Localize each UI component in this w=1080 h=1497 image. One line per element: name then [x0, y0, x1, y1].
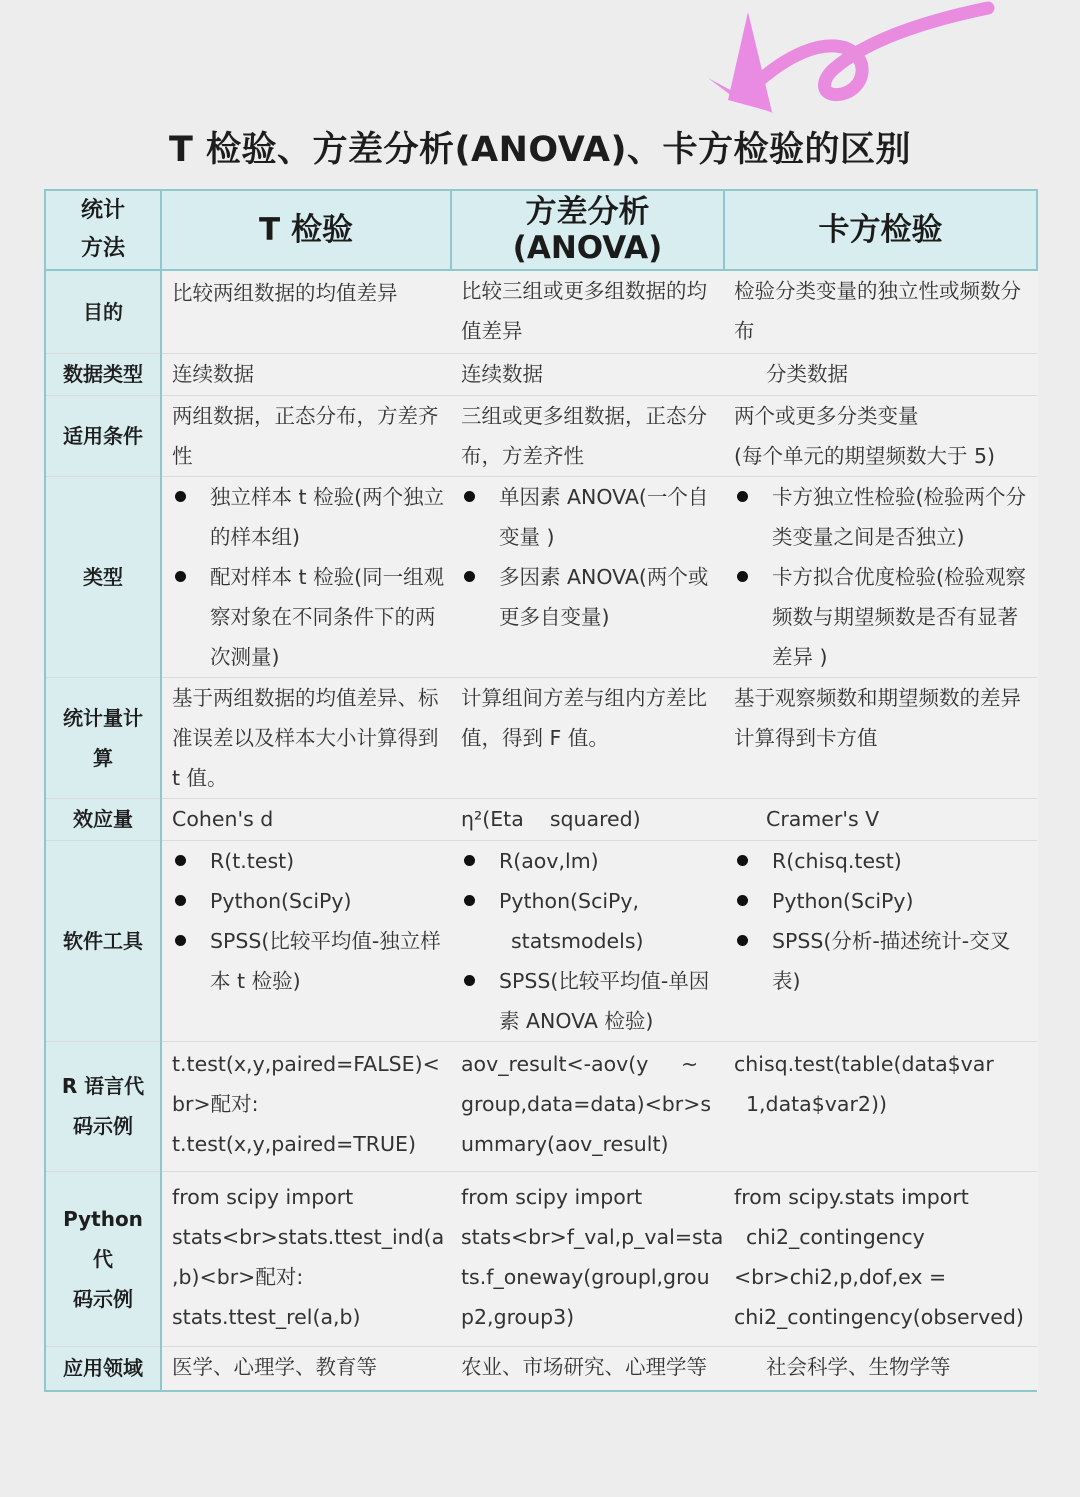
cell-software-anova: [451, 840, 724, 1041]
cell-python-code-t: from scipy import stats<br>stats.ttest_ind(a ,b)<br>配对: stats.ttest_rel(a,b): [161, 1171, 451, 1346]
row-effect: [45, 798, 1037, 840]
cell-statistic-anova: 计算组间方差与组内方差比值，得到 F 值。: [451, 677, 724, 798]
row-r-code: [45, 1041, 1037, 1171]
page-title: T 检验、方差分析(ANOVA)、卡方检验的区别: [168, 130, 912, 170]
cell-python-code-chi: from scipy.stats import chi2_contingency <br>chi2,p,dof,ex = chi2_contingency(observed): [724, 1171, 1037, 1346]
cell-r-code-anova: aov_result<-aov(y ~ group,data=data)<br>s ummary(aov_result): [451, 1041, 724, 1171]
list-item: 卡方拟合优度检验(检验观察频数与期望频数是否有显著差异 ): [734, 557, 1037, 677]
cell-conditions-t: 两组数据，正态分布，方差齐性: [161, 395, 451, 476]
list-item: 卡方独立性检验(检验两个分类变量之间是否独立): [734, 477, 1037, 557]
cell-conditions-chi: 两个或更多分类变量 (每个单元的期望频数大于 5): [724, 395, 1037, 476]
types-t-list: [172, 477, 451, 677]
row-label-datatype: 数据类型: [45, 353, 161, 395]
cell-software-t: [161, 840, 451, 1041]
row-purpose: [45, 270, 1037, 353]
cell-datatype-anova: 连续数据: [451, 353, 724, 395]
cell-purpose-anova: 比较三组或更多组数据的均值差异: [451, 270, 724, 353]
row-label-software: 软件工具: [45, 840, 161, 1041]
pink-arrow-decoration: [670, 0, 1000, 130]
header-chi-square: 卡方检验: [724, 190, 1037, 270]
row-label-purpose: 目的: [45, 270, 161, 353]
list-item: SPSS(比较平均值-单因素 ANOVA 检验): [461, 961, 724, 1041]
cell-datatype-t: 连续数据: [161, 353, 451, 395]
comparison-table: [44, 189, 1038, 1392]
row-label-r-code: R 语言代 码示例: [45, 1041, 161, 1171]
row-label-python-code: Python 代 码示例: [45, 1171, 161, 1346]
cell-statistic-chi: 基于观察频数和期望频数的差异计算得到卡方值: [724, 677, 1037, 798]
list-item: 多因素 ANOVA(两个或更多自变量): [461, 557, 724, 637]
row-field: [45, 1346, 1037, 1391]
list-item: R(aov,lm): [461, 841, 724, 881]
cell-conditions-anova: 三组或更多组数据，正态分布，方差齐性: [451, 395, 724, 476]
list-item: R(chisq.test): [734, 841, 1037, 881]
cell-field-chi: 社会科学、生物学等: [724, 1346, 1037, 1391]
list-item: Python(SciPy, statsmodels): [461, 881, 724, 961]
cell-types-t: [161, 476, 451, 677]
cell-effect-t: Cohen's d: [161, 798, 451, 840]
cell-purpose-chi: 检验分类变量的独立性或频数分布: [724, 270, 1037, 353]
list-item: Python(SciPy): [172, 881, 451, 921]
header-row: [45, 190, 1037, 270]
cell-r-code-chi: chisq.test(table(data$var 1,data$var2)): [724, 1041, 1037, 1171]
cell-types-chi: [724, 476, 1037, 677]
cell-statistic-t: 基于两组数据的均值差异、标准误差以及样本大小计算得到 t 值。: [161, 677, 451, 798]
cell-types-anova: [451, 476, 724, 677]
types-chi-list: [734, 477, 1037, 677]
header-method-label: 统计 方法: [45, 190, 161, 270]
types-anova-list: [461, 477, 724, 637]
software-t-list: [172, 841, 451, 1001]
header-t-test: T 检验: [161, 190, 451, 270]
header-anova: 方差分析 (ANOVA): [451, 190, 724, 270]
cell-purpose-t: 比较两组数据的均值差异: [161, 270, 451, 353]
list-item: R(t.test): [172, 841, 451, 881]
cell-software-chi: [724, 840, 1037, 1041]
cell-effect-chi: Cramer's V: [724, 798, 1037, 840]
row-label-types: 类型: [45, 476, 161, 677]
row-conditions: [45, 395, 1037, 476]
cell-r-code-t: t.test(x,y,paired=FALSE)< br>配对: t.test(x,y,paired=TRUE): [161, 1041, 451, 1171]
list-item: SPSS(比较平均值-独立样本 t 检验): [172, 921, 451, 1001]
list-item: 配对样本 t 检验(同一组观察对象在不同条件下的两次测量): [172, 557, 451, 677]
cell-datatype-chi: 分类数据: [724, 353, 1037, 395]
cell-field-t: 医学、心理学、教育等: [161, 1346, 451, 1391]
cell-field-anova: 农业、市场研究、心理学等: [451, 1346, 724, 1391]
list-item: 单因素 ANOVA(一个自变量 ): [461, 477, 724, 557]
list-item: 独立样本 t 检验(两个独立的样本组): [172, 477, 451, 557]
row-label-conditions: 适用条件: [45, 395, 161, 476]
row-label-field: 应用领域: [45, 1346, 161, 1391]
row-software: [45, 840, 1037, 1041]
row-python-code: [45, 1171, 1037, 1346]
row-datatype: [45, 353, 1037, 395]
software-anova-list: [461, 841, 724, 1041]
row-label-effect: 效应量: [45, 798, 161, 840]
list-item: SPSS(分析-描述统计-交叉表): [734, 921, 1037, 1001]
row-label-statistic: 统计量计 算: [45, 677, 161, 798]
cell-effect-anova: η²(Eta squared): [451, 798, 724, 840]
list-item: Python(SciPy): [734, 881, 1037, 921]
row-types: [45, 476, 1037, 677]
row-statistic: [45, 677, 1037, 798]
software-chi-list: [734, 841, 1037, 1001]
cell-python-code-anova: from scipy import stats<br>f_val,p_val=sta ts.f_oneway(groupl,grou p2,group3): [451, 1171, 724, 1346]
